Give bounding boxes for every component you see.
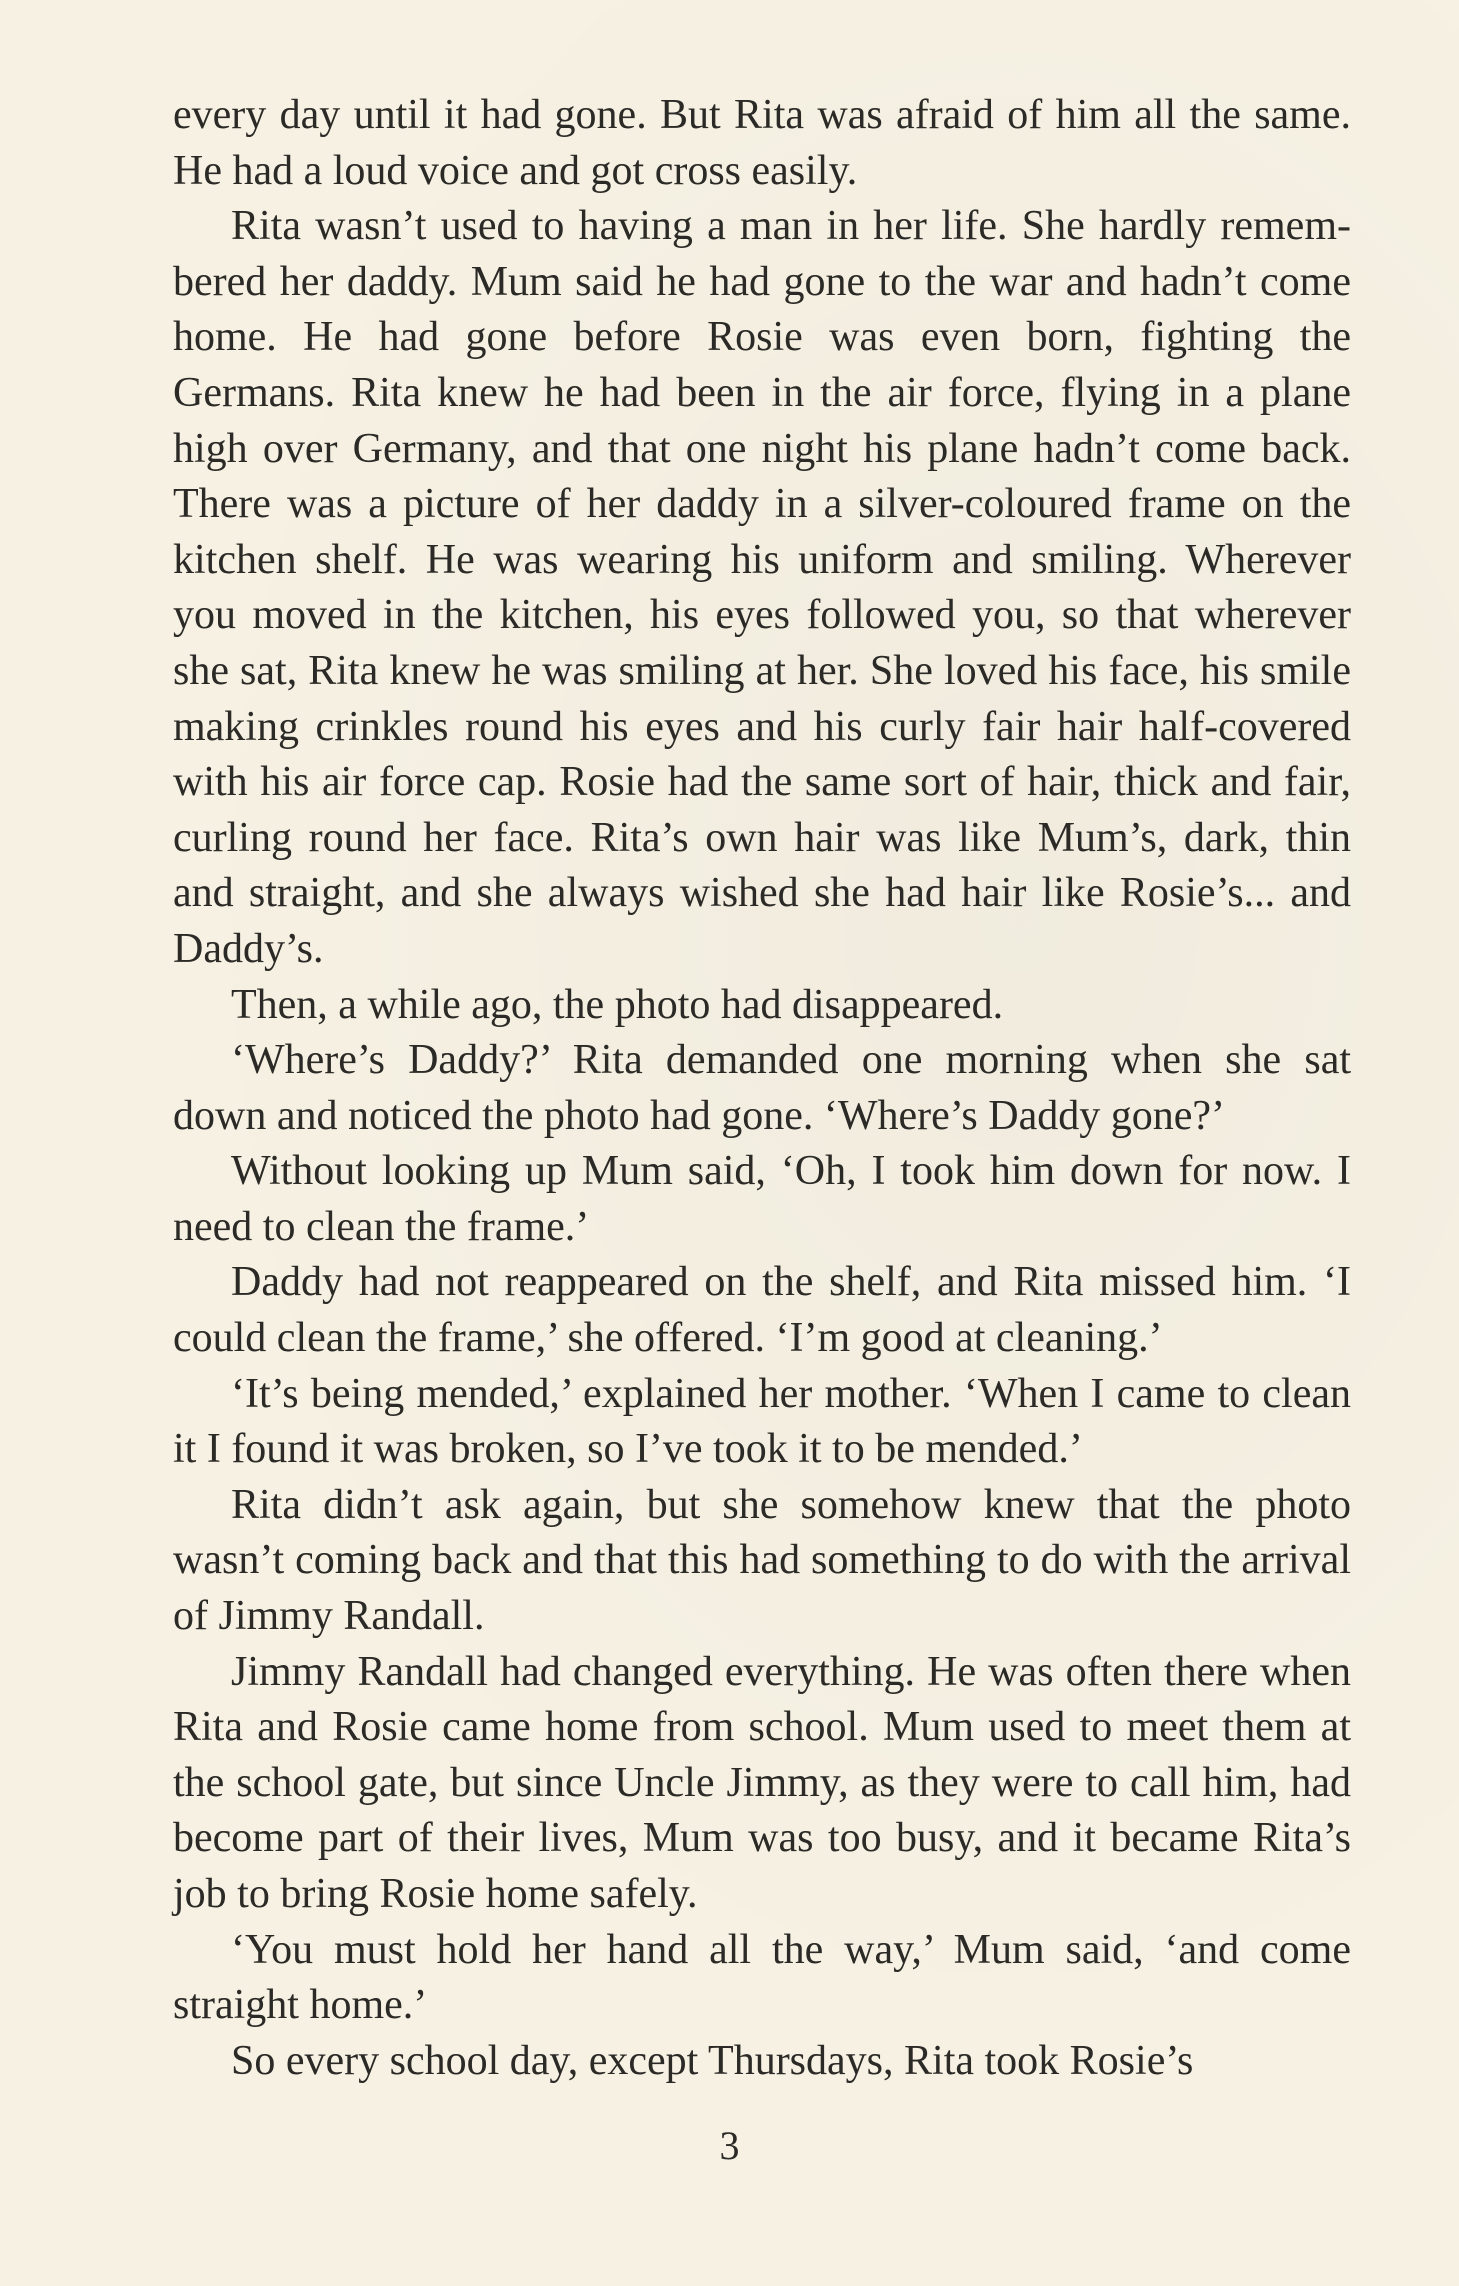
paragraph-5: Without looking up Mum said, ‘Oh, I took him down for now. I need to clean the frame.’ [173, 1148, 1351, 1250]
paragraph-7: ‘It’s being mended,’ explained her mother. ‘When I came to clean it I found it was broken, so I’ve took it to be mended.’ [173, 1370, 1351, 1473]
page-number: 3 [719, 2123, 740, 2168]
paragraph-2: Rita wasn’t used to having a man in her life. She hardly remembered her daddy. Mum said he had gone to the war and hadn’t come home. He had gone before Rosie was even born, fighting the Germans. Rita knew he had been in the air force, flying in a plane high over Germany, and that one night his plane hadn’t come back. There was a picture of her daddy in a silver-coloured frame on the kitchen shelf. He was wearing his uniform and smiling. Wherever you moved in the kitchen, his eyes followed you, so that wherever she sat, Rita knew he was smiling at her. She loved his face, his smile making crinkles round his eyes and his curly fair hair half-covered with his air force cap. Rosie had the same sort of hair, thick and fair, curling round her face. Rita’s own hair was like Mum’s, dark, thin and straight, and she always wished she had hair like Rosie’s... and Daddy’s. [173, 203, 1351, 972]
paragraph-6: Daddy had not reappeared on the shelf, and Rita missed him. ‘I could clean the frame,’ she offered. ‘I’m good at cleaning.’ [173, 1259, 1351, 1362]
paragraph-8: Rita didn’t ask again, but she somehow knew that the photo wasn’t coming back and that this had something to do with the arrival of Jimmy Randall. [173, 1481, 1351, 1640]
paragraph-11: So every school day, except Thursdays, Rita took Rosie’s [231, 2037, 1194, 2084]
paragraph-9: Jimmy Randall had changed everything. He was often there when Rita and Rosie came home from school. Mum used to meet them at the school gate, but since Uncle Jimmy, as they were to call him, had become part of their lives, Mum was too busy, and it became Rita’s job to bring Rosie home safely. [173, 1648, 1351, 1917]
paragraph-10: ‘You must hold her hand all the way,’ Mum said, ‘and come straight home.’ [173, 1926, 1351, 2029]
paragraph-1: every day until it had gone. But Rita was afraid of him all the same. He had a loud voice and got cross easily. [173, 92, 1351, 194]
paragraph-3: Then, a while ago, the photo had disappeared. [231, 981, 1004, 1028]
paragraph-4: ‘Where’s Daddy?’ Rita demanded one morning when she sat down and noticed the photo had gone. ‘Where’s Daddy gone?’ [173, 1037, 1351, 1139]
body-text [173, 88, 1351, 2089]
